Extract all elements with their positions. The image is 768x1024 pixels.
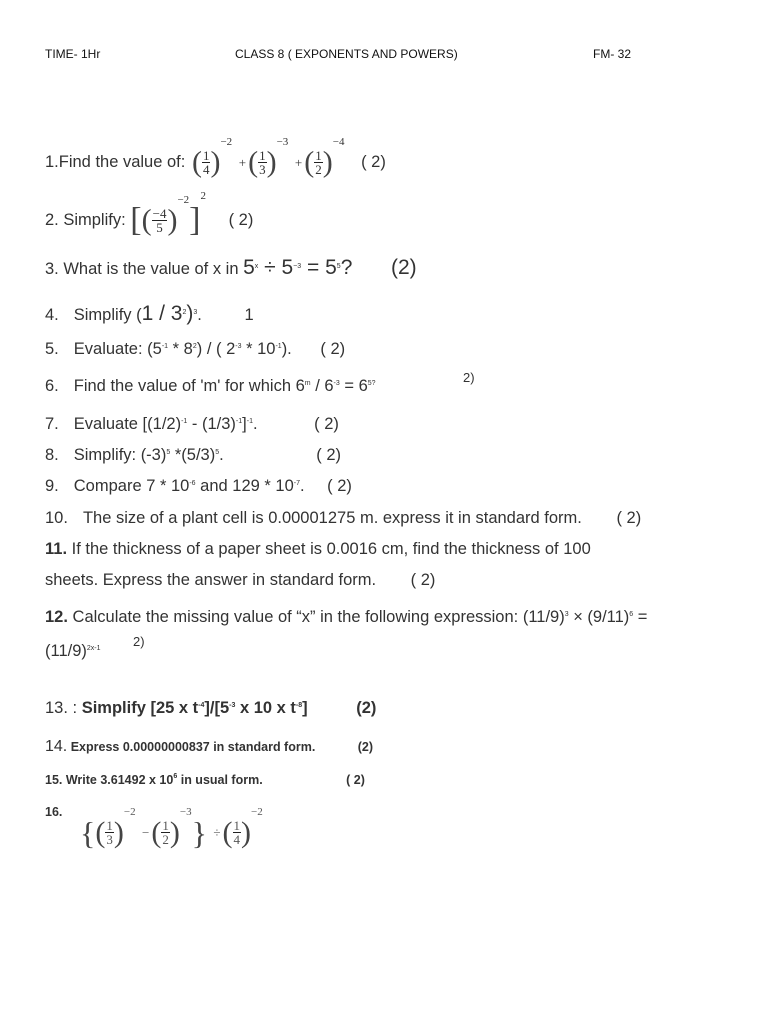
question-11-line-2: sheets. Express the answer in standard form. ( 2) (45, 571, 436, 589)
question-12: 12. Calculate the missing value of “x” in the following expression: $(11/9)^3 \times (9/11)^6$ = (45, 608, 648, 626)
question-text: 1.Find the value of: (45, 153, 186, 172)
marks: ( 2) (361, 153, 386, 172)
question-4: 4. Simplify $(1 / 3^2)^3$. 1 (45, 302, 254, 325)
marks: (2) (356, 699, 377, 717)
class-title: CLASS 8 ( EXPONENTS AND POWERS) (235, 47, 458, 61)
marks: 1 (244, 306, 254, 324)
marks: 2) (463, 370, 475, 385)
marks: (2) (390, 256, 417, 279)
question-1 (45, 136, 386, 179)
question-5: 5. Evaluate: $(5^{-1} * 8^2)$ / ( $2^{-3} * 10^{-1}$). ( 2) (45, 340, 346, 358)
marks: ( 2) (616, 509, 642, 527)
question-16-number: 16. (45, 805, 63, 819)
question-6: 6. Find the value of 'm' for which $6^m / 6^{-3} = 6^{5?}$ (45, 377, 376, 395)
marks: ( 2) (314, 415, 339, 433)
marks: 2) (133, 634, 145, 649)
math-expression: ( $\frac{1}{4}$ )$^{-2}$ +( $\frac{1}{3}$ )$^{-3}$ +( $\frac{1}{2}$ )$^{-4}$ (191, 136, 345, 179)
question-9: 9. Compare $7 * 10^{-6}$ and $129 * 10^{-7}$. ( 2) (45, 477, 352, 495)
question-10: 10. The size of a plant cell is 0.00001275 m. express it in standard form. ( 2) (45, 509, 642, 527)
question-2 (45, 190, 254, 239)
marks: ( 2) (327, 477, 352, 495)
math-expression: [( $\frac{-4}{5}$ )$^{-2}$]$^2$ (130, 190, 206, 239)
question-text: 2. Simplify: (45, 211, 126, 230)
question-3: 3. What is the value of x in $5^x \div 5^{-3} = 5^5$? (2) (45, 256, 417, 279)
marks: ( 2) (346, 773, 365, 787)
question-8: 8. Simplify: $(-3)^5$ $*(5/3)^5$. ( 2) (45, 446, 342, 464)
question-13: 13. : Simplify [25 x $t^{-4}]/[5^{-3}$ x 10 x $t^{-8}$] (2) (45, 699, 377, 717)
full-marks-label: FM- 32 (593, 47, 632, 61)
question-16-expression: {( $\frac{1}{3}$ )$^{-2}$ −( $\frac{1}{2}$ )$^{-3}$} ÷( $\frac{1}{4}$ )$^{-2}$ (80, 806, 263, 851)
marks: ( 2) (410, 571, 436, 589)
marks: ( 2) (316, 446, 342, 464)
marks: (2) (357, 740, 374, 754)
question-12-line-2: $(11/9)^{2x-1}$ (45, 642, 101, 660)
question-14: 14. Express 0.00000000837 in standard form. (2) (45, 738, 374, 755)
marks: ( 2) (320, 340, 346, 358)
question-7: 7. Evaluate $[(1/2)^{-1} - (1/3)^{-1}]^{-1}$. ( 2) (45, 415, 339, 433)
question-11: 11. If the thickness of a paper sheet is 0.0016 cm, find the thickness of 100 (45, 540, 591, 558)
question-15: 15. Write 3.61492 x $10^6$ in usual form. ( 2) (45, 773, 365, 787)
time-label: TIME- 1Hr (45, 47, 101, 61)
marks: ( 2) (228, 211, 254, 230)
